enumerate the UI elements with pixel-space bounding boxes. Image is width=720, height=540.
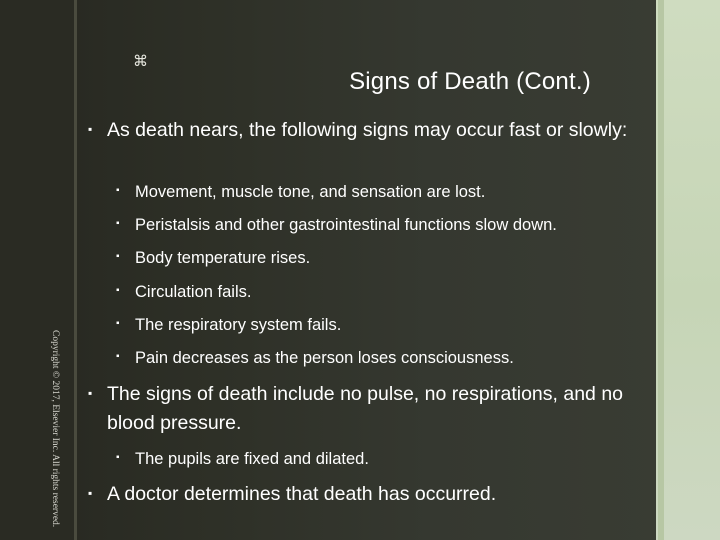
bullet-text: A doctor determines that death has occurred. (107, 483, 497, 505)
sub-bullet-item (116, 348, 656, 368)
sub-bullet-text: Pain decreases as the person loses consciousness. (135, 349, 514, 367)
sub-bullet-text: Peristalsis and other gastrointestinal functions slow down. (135, 216, 557, 234)
right-accent-edge (658, 0, 664, 540)
sub-bullet-item (116, 282, 656, 302)
copyright-notice: Copyright © 2017, Elsevier Inc. All rights reserved. (50, 330, 60, 528)
sub-bullet-item (116, 315, 656, 335)
square-bullet-icon: ▪ (116, 251, 120, 262)
square-bullet-icon: ▪ (116, 218, 120, 229)
square-bullet-icon: ▪ (116, 318, 120, 329)
square-bullet-icon: ▪ (116, 185, 120, 196)
sub-bullet-item (116, 248, 656, 268)
left-divider (74, 0, 77, 540)
slide-title: Signs of Death (Cont.) (349, 68, 591, 95)
sub-bullet-item (116, 182, 656, 202)
left-sidebar-band (0, 0, 74, 540)
z-logo-icon: ⌘ (133, 52, 148, 70)
square-bullet-icon: ▪ (88, 386, 93, 400)
sub-bullet-text: The pupils are fixed and dilated. (135, 450, 369, 468)
bullet-item (88, 480, 648, 509)
bullet-item (88, 116, 648, 145)
sub-bullet-text: Movement, muscle tone, and sensation are lost. (135, 183, 486, 201)
square-bullet-icon: ▪ (88, 486, 93, 500)
sub-bullet-text: Body temperature rises. (135, 249, 311, 267)
square-bullet-icon: ▪ (116, 452, 120, 463)
bullet-text: As death nears, the following signs may occur fast or slowly: (107, 119, 628, 141)
right-accent-band (656, 0, 720, 540)
sub-bullet-text: The respiratory system fails. (135, 316, 342, 334)
square-bullet-icon: ▪ (88, 122, 93, 136)
square-bullet-icon: ▪ (116, 285, 120, 296)
sub-bullet-text: Circulation fails. (135, 283, 252, 301)
sub-bullet-item (116, 215, 656, 235)
sub-bullet-item (116, 449, 656, 469)
bullet-text: The signs of death include no pulse, no respirations, and no blood pressure. (107, 383, 624, 434)
bullet-item (88, 380, 648, 438)
square-bullet-icon: ▪ (116, 351, 120, 362)
